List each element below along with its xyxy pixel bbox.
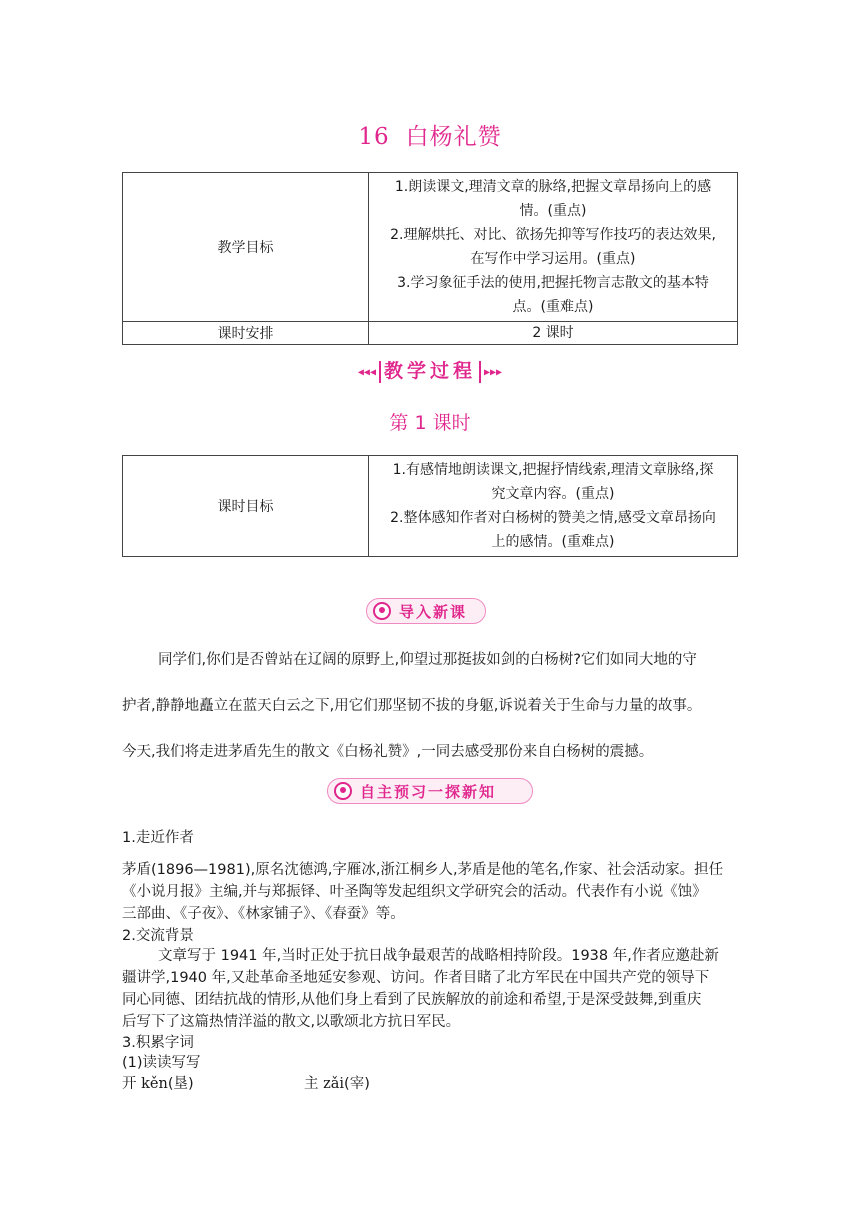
section-words-title: 3.积累字词 xyxy=(122,1035,194,1051)
flower-icon xyxy=(373,602,391,620)
text-line: 同心同德、团结抗战的情形,从他们身上看到了民族解放的前途和希望,于是深受鼓舞,到重庆 xyxy=(122,992,702,1008)
background-paragraph xyxy=(122,945,740,1033)
intro-line: 今天,我们将走进茅盾先生的散文《白杨礼赞》,一同去感受那份来自白杨树的震撼。 xyxy=(122,744,654,760)
period-title: 第 1 课时 xyxy=(389,412,471,434)
goal-line: 2.理解烘托、对比、欲扬先抑等写作技巧的表达效果, xyxy=(390,227,716,243)
intro-header-text: 导入新课 xyxy=(399,602,468,621)
text-line: 后写下了这篇热情洋溢的散文,以歌颂北方抗日军民。 xyxy=(122,1014,461,1030)
word-char: (宰) xyxy=(344,1076,370,1092)
word-pinyin: kěn xyxy=(141,1076,168,1092)
bar-decoration xyxy=(379,361,381,383)
period-goals-content xyxy=(369,456,738,557)
section-author-title: 1.走近作者 xyxy=(122,830,194,846)
overview-table xyxy=(122,172,738,345)
word-item xyxy=(304,1074,370,1094)
text-line: 茅盾(1896—1981),原名沈德鸿,字雁冰,浙江桐乡人,茅盾是他的笔名,作家、社会活动家。担任 xyxy=(122,862,724,878)
section-background-title: 2.交流背景 xyxy=(122,928,194,944)
left-arrows-icon: ◂◂◂ xyxy=(357,364,376,379)
schedule-row xyxy=(123,322,738,345)
goal-line: 情。(重点) xyxy=(519,203,587,219)
lesson-title: 白杨礼赞 xyxy=(405,124,502,150)
preview-header xyxy=(327,778,533,804)
text-line: 文章写于 1941 年,当时正处于抗日战争最艰苦的战略相持阶段。1938 年,作者应邀赴新 xyxy=(158,948,719,964)
goal-line: 上的感情。(重难点) xyxy=(491,534,615,550)
goal-line: 在写作中学习运用。(重点) xyxy=(470,251,636,267)
goal-line: 究文章内容。(重点) xyxy=(491,486,615,502)
goal-line: 1.有感情地朗读课文,把握抒情线索,理清文章脉络,探 xyxy=(392,462,714,478)
period-table xyxy=(122,455,738,557)
word-prefix: 开 xyxy=(122,1076,142,1092)
intro-line: 同学们,你们是否曾站在辽阔的原野上,仰望过那挺拔如剑的白杨树?它们如同大地的守 xyxy=(158,652,697,668)
intro-header xyxy=(366,598,486,624)
words-subtitle: (1)读读写写 xyxy=(122,1055,201,1071)
goal-line: 3.学习象征手法的使用,把握托物言志散文的基本特 xyxy=(397,275,709,291)
text-line: 《小说月报》主编,并与郑振铎、叶圣陶等发起组织文学研究会的活动。代表作有小说《蚀》 xyxy=(122,884,707,900)
goal-line: 1.朗读课文,理清文章的脉络,把握文章昂扬向上的感 xyxy=(394,179,712,195)
goals-content xyxy=(369,173,738,322)
teaching-process-banner xyxy=(0,356,860,383)
period-goals-row xyxy=(123,456,738,557)
word-prefix: 主 xyxy=(304,1076,324,1092)
text-line: 三部曲、《子夜》、《林家铺子》、《春蚕》等。 xyxy=(122,906,405,922)
word-item xyxy=(122,1074,194,1094)
goal-line: 2.整体感知作者对白杨树的赞美之情,感受文章昂扬向 xyxy=(390,510,716,526)
word-char: (垦) xyxy=(167,1076,194,1092)
schedule-value: 2 课时 xyxy=(369,322,738,345)
period-goals-label: 课时目标 xyxy=(123,456,369,557)
schedule-label: 课时安排 xyxy=(123,322,369,345)
author-paragraph xyxy=(122,859,740,925)
bar-decoration xyxy=(479,361,481,383)
lesson-number: 16 xyxy=(358,124,390,150)
goals-row xyxy=(123,173,738,322)
goal-line: 点。(重难点) xyxy=(512,299,594,315)
goals-label: 教学目标 xyxy=(123,173,369,322)
right-arrows-icon: ▸▸▸ xyxy=(484,364,503,379)
word-pinyin: zǎi xyxy=(323,1076,345,1092)
intro-line: 护者,静静地矗立在蓝天白云之下,用它们那坚韧不拔的身躯,诉说着关于生命与力量的故事。 xyxy=(122,698,702,714)
flower-icon xyxy=(334,782,352,800)
preview-header-text: 自主预习一探新知 xyxy=(360,782,497,801)
banner-text: 教学过程 xyxy=(383,360,476,382)
text-line: 疆讲学,1940 年,又赴革命圣地延安参观、访问。作者目睹了北方军民在中国共产党的领导下 xyxy=(122,970,710,986)
page-title xyxy=(0,118,860,151)
